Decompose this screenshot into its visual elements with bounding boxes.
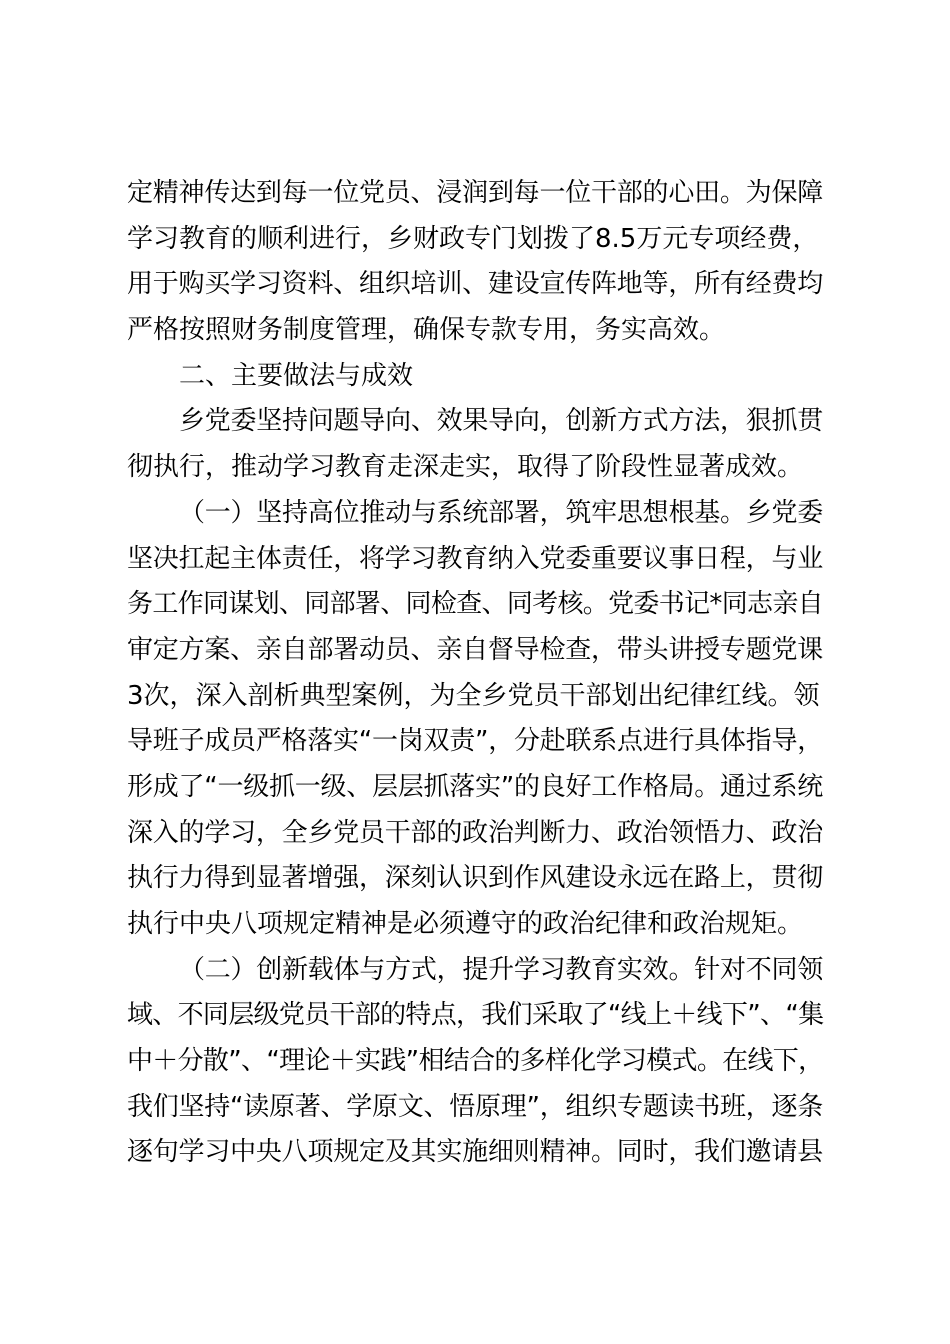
text-line: 形成了“一级抓一级、层层抓落实”的良好工作格局。通过系统 bbox=[127, 771, 823, 802]
text-line: （二）创新载体与方式，提升学习教育实效。针对不同领 bbox=[179, 954, 824, 985]
text-line: 坚决扛起主体责任，将学习教育纳入党委重要议事日程，与业 bbox=[127, 543, 824, 574]
text-line: 导班子成员严格落实“一岗双责”，分赴联系点进行具体指导， bbox=[127, 726, 823, 757]
text-line: 中＋分散”、“理论＋实践”相结合的多样化学习模式。在线下， bbox=[127, 1046, 824, 1077]
text-line: 3次，深入剖析典型案例，为全乡党员干部划出纪律红线。领 bbox=[127, 680, 820, 711]
text-line: 域、不同层级党员干部的特点，我们采取了“线上＋线下”、“集 bbox=[127, 1000, 824, 1031]
section-heading: 二、主要做法与成效 bbox=[179, 360, 414, 391]
text-line: 执行中央八项规定精神是必须遵守的政治纪律和政治规矩。 bbox=[127, 909, 804, 939]
text-line: 执行力得到显著增强，深刻认识到作风建设永远在路上，贯彻 bbox=[127, 863, 824, 894]
text-line: 彻执行，推动学习教育走深走实，取得了阶段性显著成效。 bbox=[127, 452, 804, 483]
text-line: 逐句学习中央八项规定及其实施细则精神。同时，我们邀请县 bbox=[127, 1137, 824, 1168]
text-line: （一）坚持高位推动与系统部署，筑牢思想根基。乡党委 bbox=[179, 497, 824, 528]
text-line: 学习教育的顺利进行，乡财政专门划拨了8.5万元专项经费， bbox=[127, 223, 819, 254]
text-line: 用于购买学习资料、组织培训、建设宣传阵地等，所有经费均 bbox=[127, 269, 824, 300]
text-line: 定精神传达到每一位党员、浸润到每一位干部的心田。为保障 bbox=[127, 178, 824, 208]
text-line: 深入的学习，全乡党员干部的政治判断力、政治领悟力、政治 bbox=[127, 817, 824, 848]
text-line: 乡党委坚持问题导向、效果导向，创新方式方法，狠抓贯 bbox=[179, 406, 824, 437]
text-line: 审定方案、亲自部署动员、亲自督导检查，带头讲授专题党课 bbox=[127, 634, 824, 665]
document-body bbox=[127, 171, 823, 1176]
text-line: 务工作同谋划、同部署、同检查、同考核。党委书记*同志亲自 bbox=[127, 589, 824, 620]
text-line: 严格按照财务制度管理，确保专款专用，务实高效。 bbox=[127, 315, 726, 346]
text-line: 我们坚持“读原著、学原文、悟原理”，组织专题读书班，逐条 bbox=[127, 1091, 823, 1122]
